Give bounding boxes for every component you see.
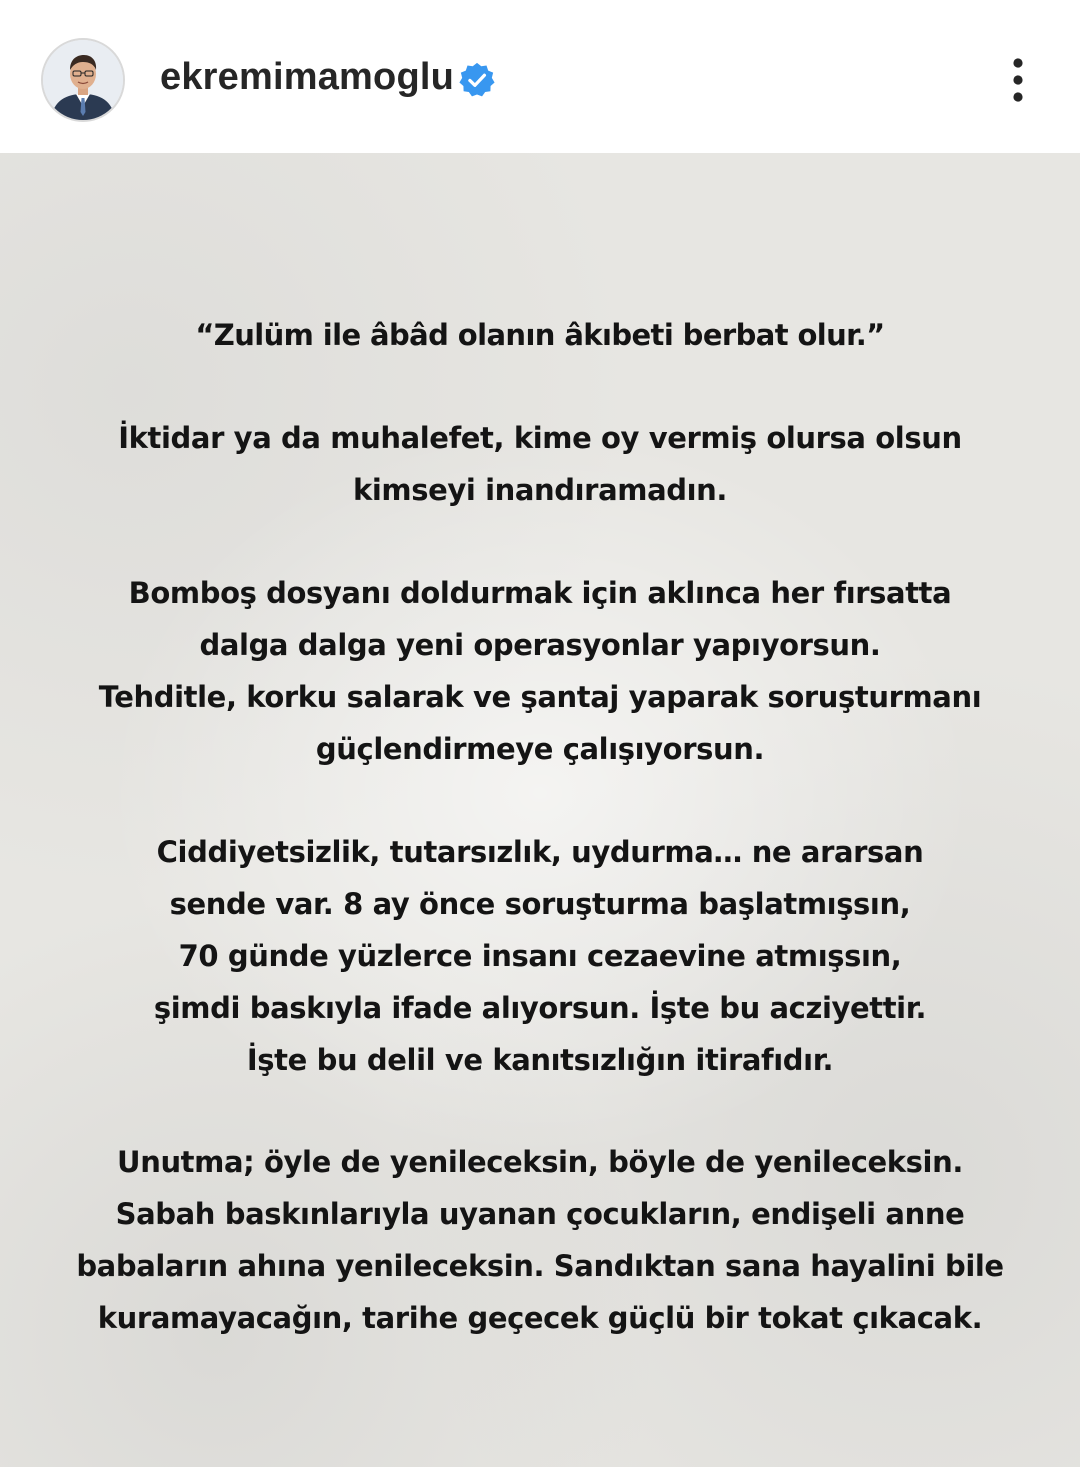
post-quote: “Zulüm ile âbâd olanın âkıbeti berbat olur.” [195,318,885,352]
post-line: şimdi baskıyla ifade alıyorsun. İşte bu acziyettir. [153,991,927,1025]
profile-photo-icon [43,40,123,120]
username[interactable]: ekremimamoglu [160,56,455,98]
avatar[interactable] [41,38,125,122]
post-line: İşte bu delil ve kanıtsızlığın itirafıdır. [246,1043,834,1077]
post-line: kimseyi inandıramadın. [352,473,728,507]
post-paragraph [40,1136,1040,1344]
post-line: Bomboş dosyanı doldurmak için aklınca her fırsatta [128,576,952,610]
post-paragraph [40,826,1040,1086]
more-vertical-icon[interactable] [1000,56,1036,104]
post-line: Unutma; öyle de yenileceksin, böyle de yenileceksin. [117,1145,963,1179]
post-line: Sabah baskınlarıyla uyanan çocukların, endişeli anne [115,1197,965,1231]
post-line: güçlendirmeye çalışıyorsun. [315,732,765,766]
post-paragraph [40,412,1040,516]
post-line: Ciddiyetsizlik, tutarsızlık, uydurma… ne ararsan [156,835,924,869]
post-line: Tehditle, korku salarak ve şantaj yaparak soruşturmanı [98,680,982,714]
post-line: 70 günde yüzlerce insanı cezaevine atmışsın, [178,939,902,973]
post-paragraph [40,567,1040,775]
post-line: babaların ahına yenileceksin. Sandıktan sana hayalini bile [76,1249,1004,1283]
post-header [0,0,1080,153]
post-line: sende var. 8 ay önce soruşturma başlatmışsın, [169,887,911,921]
post-line: kuramayacağın, tarihe geçecek güçlü bir tokat çıkacak. [97,1301,983,1335]
verified-badge-icon [458,61,496,99]
post-line: İktidar ya da muhalefet, kime oy vermiş olursa olsun [118,421,962,455]
post-line: dalga dalga yeni operasyonlar yapıyorsun. [199,628,881,662]
post-image[interactable] [0,153,1080,1467]
